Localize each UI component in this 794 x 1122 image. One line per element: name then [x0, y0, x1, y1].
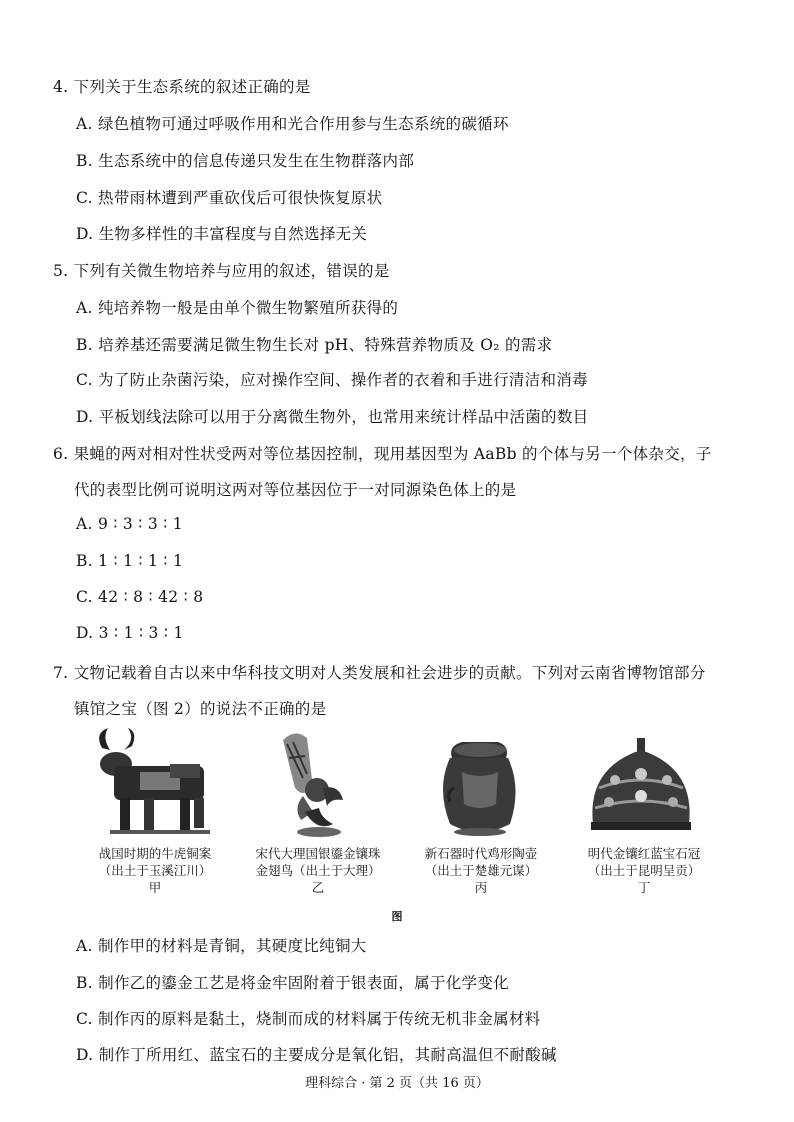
q5-option-d: D. 平板划线法除可以用于分离微生物外，也常用来统计样品中活菌的数目 — [76, 408, 589, 426]
artifact-jia — [80, 728, 230, 895]
artifact-bing — [406, 728, 556, 895]
artifact-yi-label: 乙 — [311, 880, 325, 895]
q7-option-c: C. 制作丙的原料是黏土，烧制而成的材料属于传统无机非金属材料 — [76, 1010, 541, 1028]
q6-option-a: A. 9 ∶ 3 ∶ 3 ∶ 1 — [76, 515, 183, 533]
artifact-jia-name: 战国时期的牛虎铜案 — [98, 846, 212, 861]
q6-stem-line1: 6. 果蝇的两对相对性状受两对等位基因控制，现用基因型为 AaBb 的个体与另一个体杂交，子 — [53, 445, 712, 463]
q7-stem-line2: 镇馆之宝（图 2）的说法不正确的是 — [74, 700, 327, 718]
artifact-ding-name: 明代金镶红蓝宝石冠 — [587, 846, 701, 861]
q4-stem: 4. 下列关于生态系统的叙述正确的是 — [53, 78, 311, 96]
q5-option-b: B. 培养基还需要满足微生物生长对 pH、特殊营养物质及 O₂ 的需求 — [76, 336, 553, 354]
q5-option-a: A. 纯培养物一般是由单个微生物繁殖所获得的 — [76, 299, 399, 317]
artifact-bing-label: 丙 — [474, 880, 488, 895]
golden-winged-bird-image — [243, 728, 393, 840]
artifact-bing-origin: （出土于楚雄元谋） — [424, 863, 538, 878]
artifact-yi-caption — [243, 845, 393, 896]
q4-option-b: B. 生态系统中的信息传递只发生在生物群落内部 — [76, 152, 415, 170]
q4-option-a: A. 绿色植物可通过呼吸作用和光合作用参与生态系统的碳循环 — [76, 115, 509, 133]
gem-crown-image — [569, 728, 719, 840]
q6-stem-line2: 代的表型比例可说明这两对等位基因位于一对同源染色体上的是 — [74, 481, 517, 499]
artifact-jia-origin: （出土于玉溪江川） — [98, 863, 212, 878]
artifact-yi-name: 宋代大理国银鎏金镶珠 — [255, 846, 381, 861]
figure-label: 图 — [391, 910, 403, 923]
q4-option-d: D. 生物多样性的丰富程度与自然选择无关 — [76, 225, 368, 243]
q5-option-c: C. 为了防止杂菌污染，应对操作空间、操作者的衣着和手进行清洁和消毒 — [76, 371, 588, 389]
q6-option-d: D. 3 ∶ 1 ∶ 3 ∶ 1 — [76, 624, 184, 642]
q7-option-b: B. 制作乙的鎏金工艺是将金牢固附着于银表面，属于化学变化 — [76, 974, 509, 992]
q4-option-c: C. 热带雨林遭到严重砍伐后可很快恢复原状 — [76, 189, 383, 207]
q7-stem-line1: 7. 文物记载着自古以来中华科技文明对人类发展和社会进步的贡献。下列对云南省博物馆部分 — [53, 664, 706, 682]
q7-option-d: D. 制作丁所用红、蓝宝石的主要成分是氧化铝，其耐高温但不耐酸碱 — [76, 1046, 557, 1064]
artifact-ding — [569, 728, 719, 895]
artifact-bing-caption — [406, 845, 556, 896]
artifact-ding-label: 丁 — [637, 880, 651, 895]
artifact-yi — [243, 728, 393, 895]
q6-option-b: B. 1 ∶ 1 ∶ 1 ∶ 1 — [76, 552, 184, 570]
artifact-jia-label: 甲 — [148, 880, 162, 895]
q6-option-c: C. 42 ∶ 8 ∶ 42 ∶ 8 — [76, 588, 204, 606]
rooster-pottery-pot-image — [406, 728, 556, 840]
artifact-yi-origin: 金翅鸟（出土于大理） — [255, 863, 381, 878]
artifact-jia-caption — [80, 845, 230, 896]
page-footer: 理科综合 · 第 2 页（共 16 页） — [305, 1076, 489, 1091]
artifact-figure — [80, 728, 720, 895]
artifact-ding-origin: （出土于昆明呈贡） — [587, 863, 701, 878]
q7-option-a: A. 制作甲的材料是青铜，其硬度比纯铜大 — [76, 937, 367, 955]
artifact-bing-name: 新石器时代鸡形陶壶 — [424, 846, 538, 861]
artifact-ding-caption — [569, 845, 719, 896]
ox-tiger-bronze-table-image — [80, 728, 230, 840]
q5-stem: 5. 下列有关微生物培养与应用的叙述，错误的是 — [53, 262, 390, 280]
